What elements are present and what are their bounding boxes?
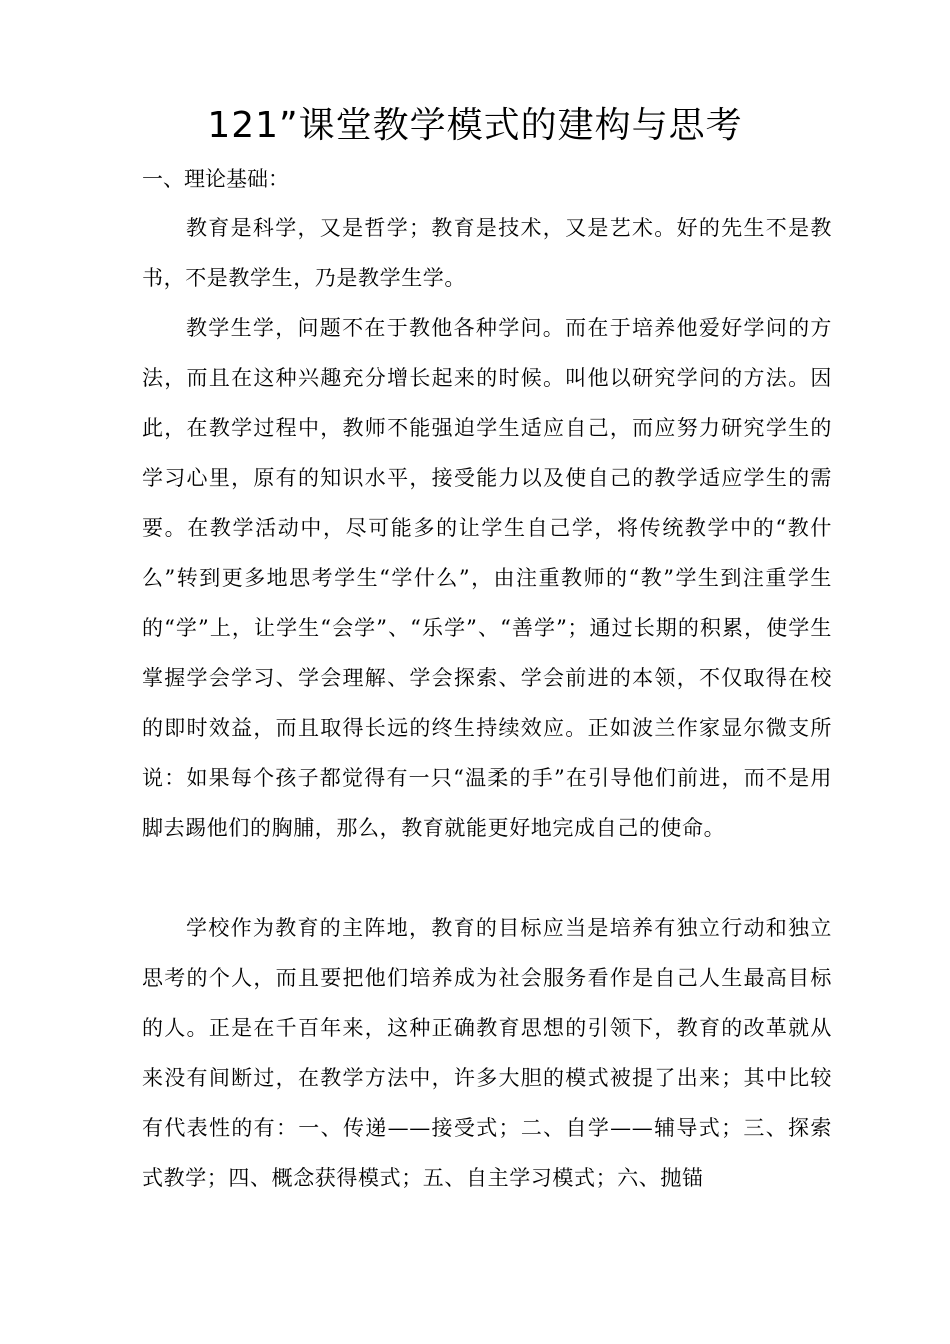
paragraph: 学校作为教育的主阵地，教育的目标应当是培养有独立行动和独立思考的个人，而且要把他们培养成为社会服务看作是自己人生最高目标的人。正是在千百年来，这种正确教育思想的引领下，教育的改革就从来没有间断过，在教学方法中，许多大胆的模式被提了出来；其中比较有代表性的有：一、传递——接受式；二、自学——辅导式；三、探索式教学；四、概念获得模式；五、自主学习模式；六、抛锚: [142, 916, 832, 1190]
document-title: 121”课堂教学模式的建构与思考: [207, 105, 743, 146]
paragraph: 教育是科学，又是哲学；教育是技术，又是艺术。好的先生不是教书，不是教学生，乃是教学生学。: [142, 216, 832, 290]
section-heading: 一、理论基础：: [142, 167, 289, 191]
paragraph: 教学生学，问题不在于教他各种学问。而在于培养他爱好学问的方法，而且在这种兴趣充分增长起来的时候。叫他以研究学问的方法。因此，在教学过程中，教师不能强迫学生适应自己，而应努力研究学生的学习心里，原有的知识水平，接受能力以及使自己的教学适应学生的需要。在教学活动中，尽可能多的让学生自己学，将传统教学中的“教什么”转到更多地思考学生“学什么”，由注重教师的“教”学生到注重学生的“学”上，让学生“会学”、“乐学”、“善学”；通过长期的积累，使学生掌握学会学习、学会理解、学会探索、学会前进的本领，不仅取得在校的即时效益，而且取得长远的终生持续效应。正如波兰作家显尔微支所说：如果每个孩子都觉得有一只“温柔的手”在引导他们前进，而不是用脚去踢他们的胸脯，那么，教育就能更好地完成自己的使命。: [142, 316, 832, 840]
